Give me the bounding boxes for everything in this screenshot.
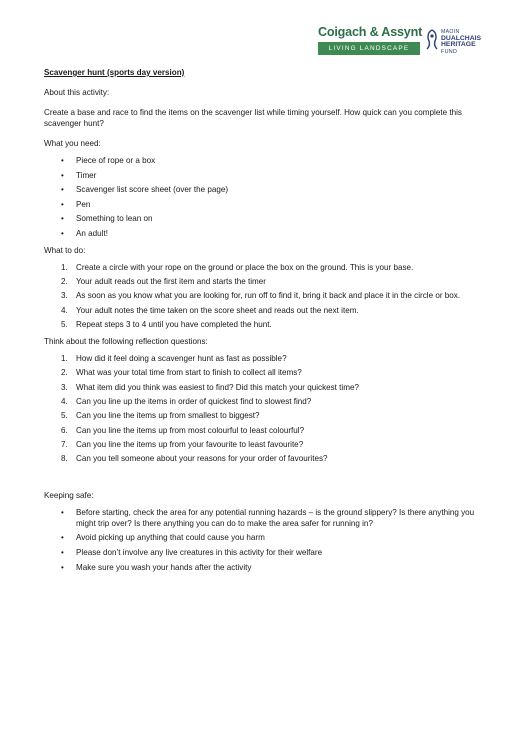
question-number: 6. [61,425,68,435]
coigach-assynt-logo [318,25,423,55]
safe-item [44,507,476,529]
need-item-text: Scavenger list score sheet (over the page) [76,185,229,195]
bullet-icon: • [61,562,64,572]
bullet-icon: • [61,214,64,224]
step-number: 5. [61,319,68,329]
reflect-question [44,439,476,450]
reflect-question-text: Can you line up the items in order of quickest find to slowest find? [76,396,312,406]
reflect-question-text: Can you line the items up from smallest to biggest? [76,411,260,421]
reflect-question-text: What was your total time from start to finish to collect all items? [76,368,302,378]
question-number: 8. [61,454,68,464]
safe-heading: Keeping safe: [44,490,94,500]
reflect-question [44,396,476,407]
reflect-question-text: Can you line the items up from your favourite to least favourite? [76,440,304,450]
hf-line-2: HERITAGE [441,41,476,49]
need-item-text: Piece of rope or a box [76,156,156,165]
reflect-question-text: Can you line the items up from most colourful to least colourful? [76,425,305,435]
todo-step [44,305,476,316]
reflect-question [44,353,476,364]
todo-step-text: Repeat steps 3 to 4 until you have completed the hunt. [76,319,272,329]
question-number: 2. [61,368,68,378]
todo-step-text: Your adult notes the time taken on the score sheet and reads out the next item. [76,305,359,315]
need-item [44,170,476,181]
need-item-text: Timer [76,170,97,180]
need-item-text: An adult! [76,228,108,238]
heritage-fund-mark-icon [425,28,439,50]
reflect-question [44,410,476,421]
bullet-icon: • [61,156,64,165]
hf-line-top: MAOIN [441,29,460,35]
reflect-question-text: Can you tell someone about your reasons for your order of favourites? [76,454,328,464]
reflect-heading: Think about the following reflection questions: [44,336,208,346]
safe-item-text: Make sure you wash your hands after the activity [76,562,252,572]
reflect-question [44,453,476,464]
heritage-fund-logo [425,24,495,62]
safe-item-text: Avoid picking up anything that could cause you harm [76,533,265,543]
question-number: 1. [61,353,68,363]
reflect-question [44,425,476,436]
todo-step-text: As soon as you know what you are looking for, run off to find it, bring it back and place it in the circle or box. [76,291,461,301]
bullet-icon: • [61,507,64,517]
safe-item [44,547,476,558]
bullet-icon: • [61,185,64,195]
heritage-fund-wordmark [441,29,481,55]
todo-step [44,276,476,287]
reflect-question-text: What item did you think was easiest to find? Did this match your quickest time? [76,382,359,392]
todo-step [44,319,476,330]
todo-step [44,290,476,301]
need-list [44,155,476,239]
need-item-text: Something to lean on [76,214,153,224]
reflect-question [44,382,476,393]
safe-item [44,562,476,573]
reflect-question [44,367,476,378]
safe-list [44,507,476,573]
safe-item [44,532,476,543]
need-item [44,199,476,210]
question-number: 7. [61,440,68,450]
step-number: 1. [61,262,68,272]
document-body [44,64,476,576]
question-number: 4. [61,396,68,406]
step-number: 3. [61,291,68,301]
bullet-icon: • [61,533,64,543]
document-title: Scavenger hunt (sports day version) [44,68,185,77]
need-item [44,184,476,195]
bullet-icon: • [61,170,64,180]
bullet-icon: • [61,548,64,558]
need-item [44,228,476,239]
need-item [44,155,476,166]
reflect-list [44,353,476,465]
todo-step-text: Create a circle with your rope on the ground or place the box on the ground. This is your base. [76,262,414,272]
question-number: 5. [61,411,68,421]
logo-band: LIVING LANDSCAPE [318,42,420,55]
bullet-icon: • [61,199,64,209]
reflect-question-text: How did it feel doing a scavenger hunt as fast as possible? [76,353,287,363]
section-spacer [44,468,476,490]
about-text: Create a base and race to find the items on the scavenger list while timing yourself. How quick can you complete this scavenger hunt? [44,108,462,128]
about-heading: About this activity: [44,88,110,97]
safe-item-text: Please don’t involve any live creatures in this activity for their welfare [76,548,323,558]
question-number: 3. [61,382,68,392]
hf-line-bottom: FUND [441,48,458,55]
need-item-text: Pen [76,199,91,209]
todo-step [44,262,476,273]
bullet-icon: • [61,228,64,238]
step-number: 4. [61,305,68,315]
hf-line-1: DUALCHAIS [441,34,482,42]
todo-heading: What to do: [44,245,86,255]
need-item [44,213,476,224]
step-number: 2. [61,277,68,287]
logo-name: Coigach & Assynt [318,25,423,39]
safe-item-text: Before starting, check the area for any potential running hazards – is the ground slippery? Is there anything you might trip over? Is there anything you can do to make the area safer for running in? [76,507,475,528]
todo-list [44,262,476,330]
todo-step-text: Your adult reads out the first item and starts the timer [76,277,266,287]
need-heading: What you need: [44,139,101,148]
